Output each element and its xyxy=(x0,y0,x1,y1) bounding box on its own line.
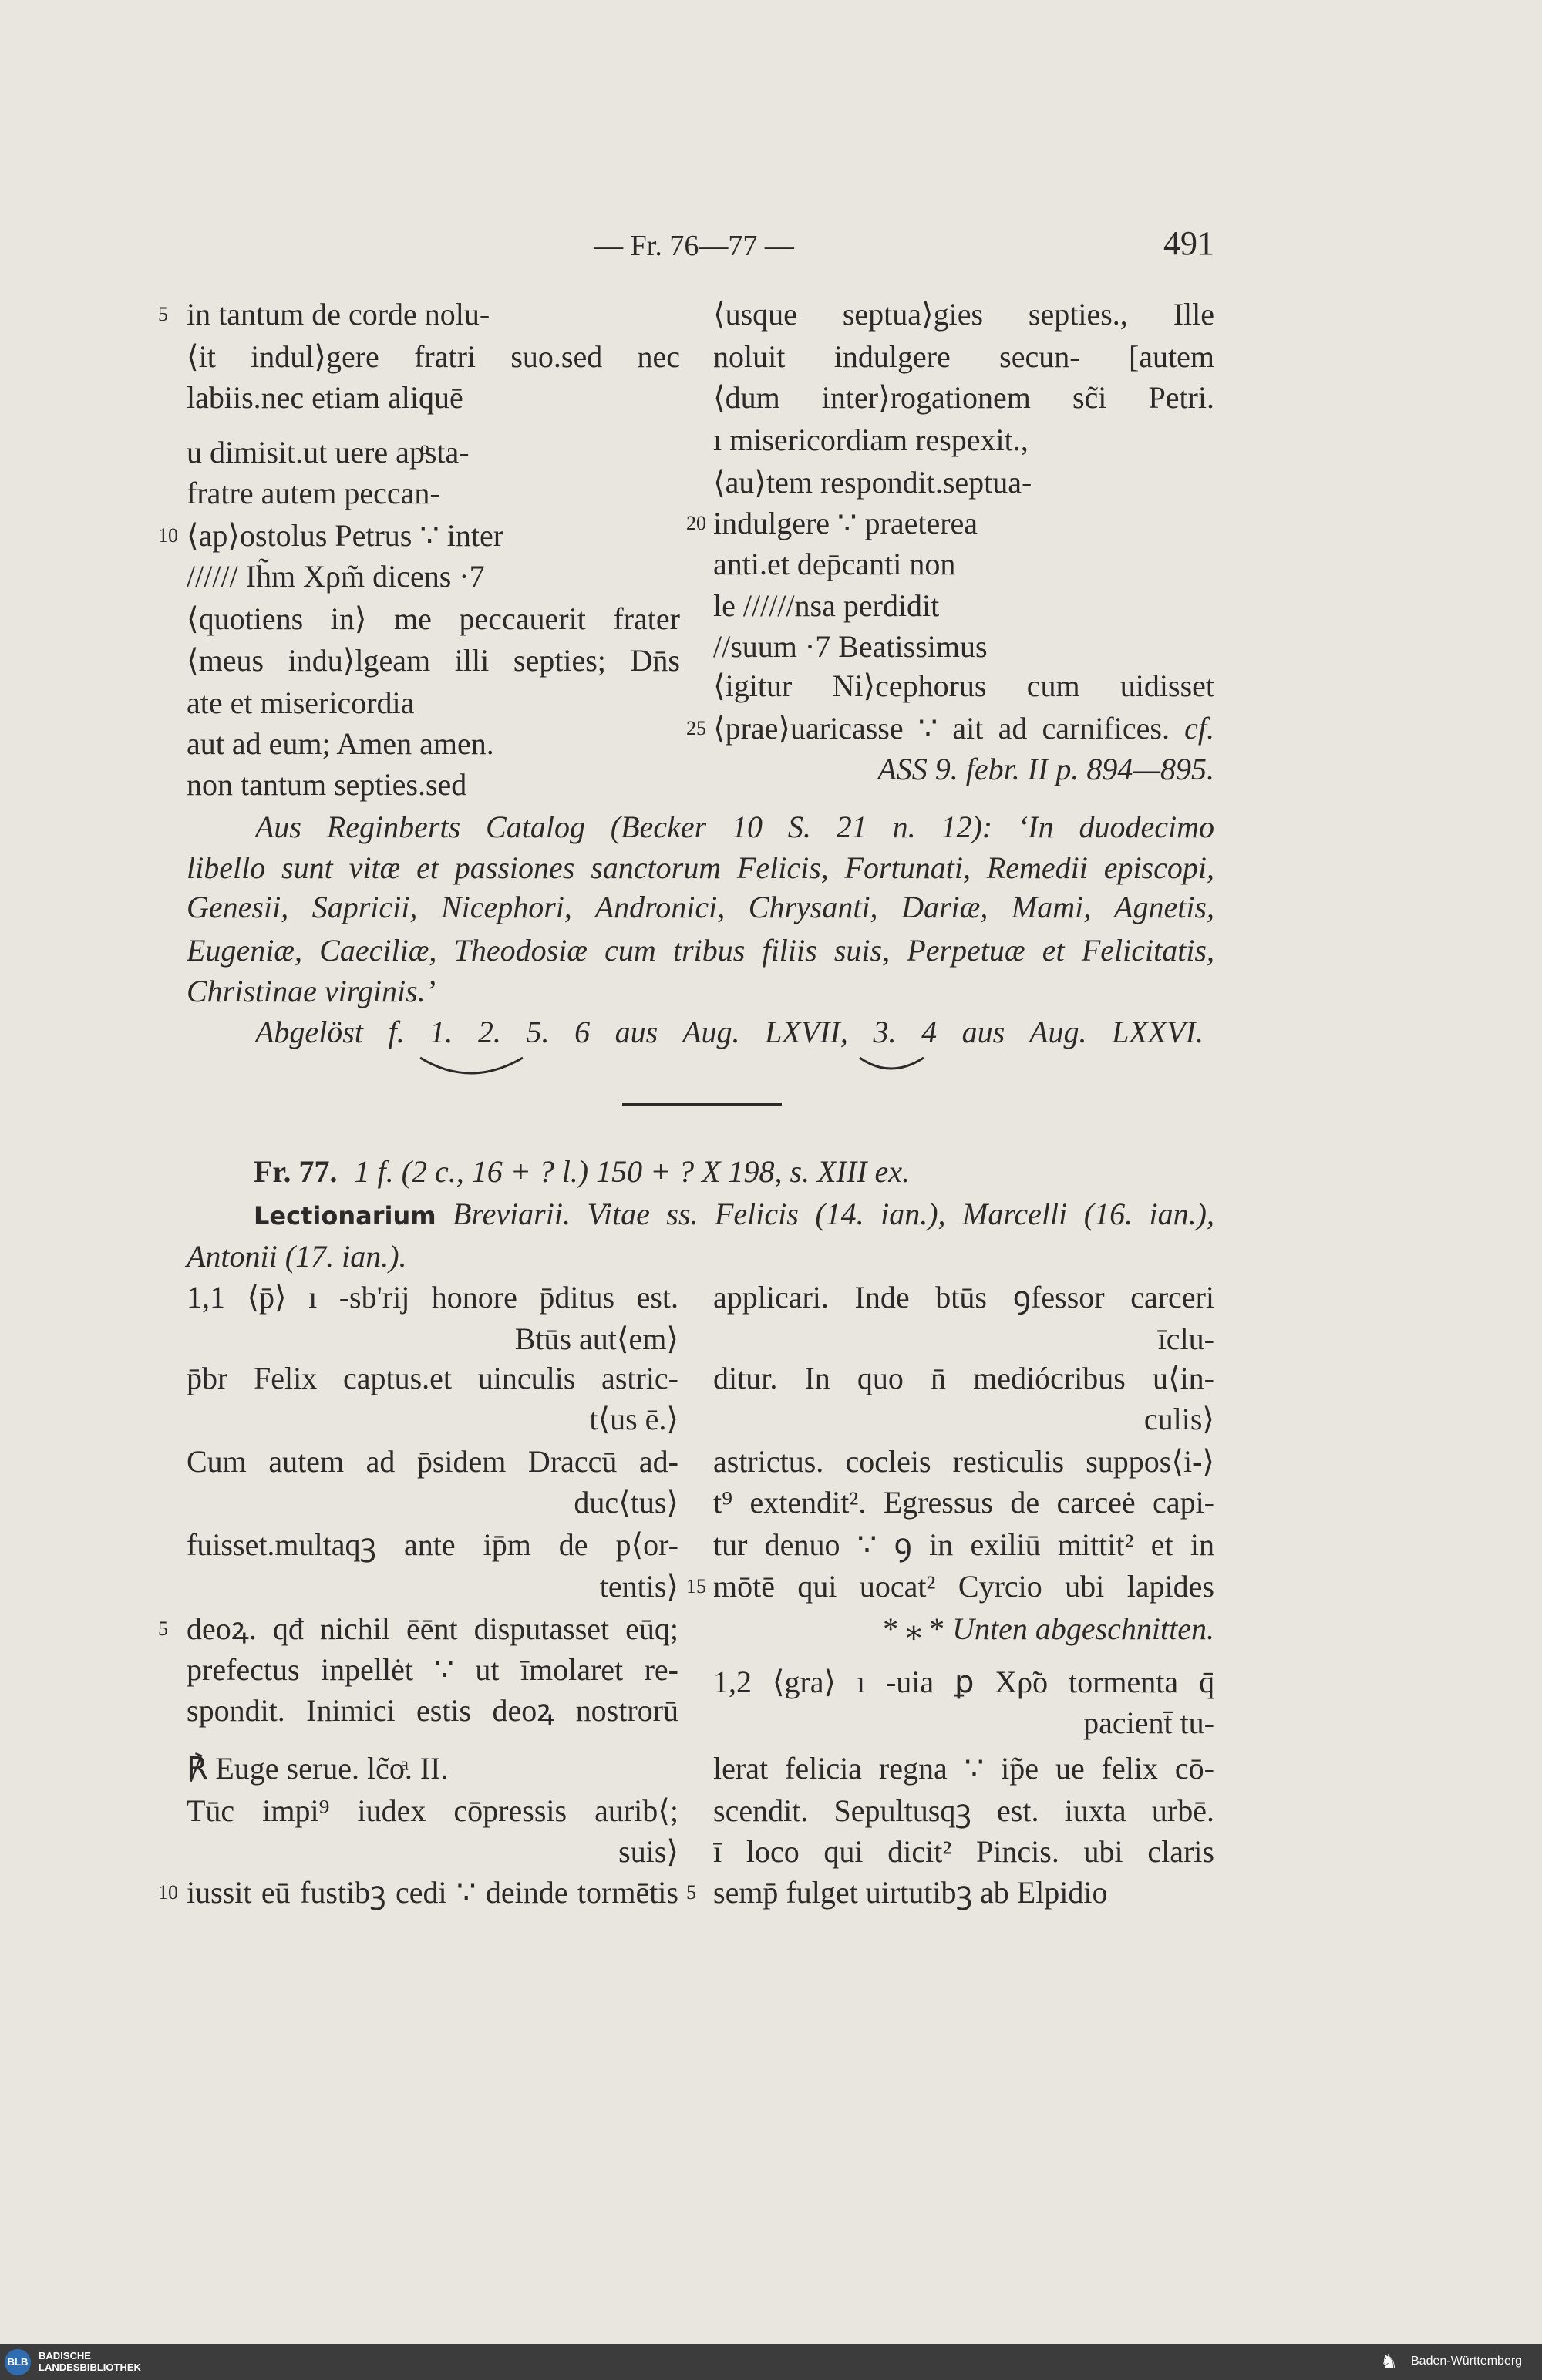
text-line xyxy=(187,1484,678,1521)
text-line xyxy=(187,1833,678,1870)
line-text: ////// Ih̃m Xρm̃ dicens ·7 xyxy=(187,559,485,594)
line-text: ⟨prae⟩uaricasse ∵ ait ad carnifices. xyxy=(713,711,1185,746)
text-line xyxy=(187,1401,678,1438)
text-line xyxy=(187,1874,678,1911)
line-text: duc⟨tus⟩ xyxy=(574,1485,678,1520)
text-line xyxy=(713,1527,1214,1564)
line-text: ⟨au⟩tem respondit.septua- xyxy=(713,465,1032,500)
line-number: 5 xyxy=(686,1881,696,1904)
line-text: fratre autem peccan- xyxy=(187,475,440,510)
line-number: 5 xyxy=(158,1617,168,1640)
note-line: Eugeniæ, Caeciliæ, Theodosiæ cum tribus filiis suis, Perpetuæ et Felicitatis, xyxy=(187,932,1214,968)
line-text: le //////nsa perdidit xyxy=(713,587,940,623)
line-text: astrictus. cocleis resticulis suppos⟨i-⟩ xyxy=(713,1444,1214,1480)
text-line xyxy=(187,1651,678,1688)
line-text: indulgere ∵ praeterea xyxy=(713,506,978,541)
line-text: mōtē qui uocat² Cyrcio ubi lapides xyxy=(713,1568,1214,1604)
line-text: noluit indulgere secun- [autem xyxy=(713,338,1214,374)
note-line: libello sunt vitæ et passiones sanctorum Felicis, Fortunati, Remedii episcopi, xyxy=(187,850,1214,886)
line-text: culis⟩ xyxy=(1143,1402,1214,1436)
line-text: p̄br Felix captus.et uinculis astric- xyxy=(187,1360,678,1395)
line-text: lerat felicia regna ∵ ip̃e ue felix cō- xyxy=(713,1750,1214,1786)
page-number: 491 xyxy=(1163,224,1214,262)
line-text: aut ad eum; Amen amen. xyxy=(187,725,494,761)
line-text: t⟨us ē.⟩ xyxy=(589,1402,678,1436)
text-line xyxy=(187,1279,678,1316)
line-text: ⟨igitur Ni⟩cephorus cum uidisset xyxy=(713,668,1214,703)
line-text: spondit. Inimici estis deoꝝ nostrorū xyxy=(187,1693,678,1729)
footer-bar xyxy=(0,2344,1542,2380)
line-text: 1,2 ⟨gra⟩ ı -uia ꝑ Xρ̃o tormenta q̄ xyxy=(713,1664,1214,1699)
line-text: labiis.nec etiam aliquē xyxy=(187,379,463,415)
line-text: pacient̄ tu- xyxy=(1083,1705,1214,1740)
text-line xyxy=(713,1874,1214,1911)
text-line xyxy=(713,1833,1214,1870)
note-line: Christinae virginis.’ xyxy=(187,973,436,1008)
text-line xyxy=(713,1664,1214,1701)
line-text: ⟨quotiens in⟩ me peccauerit frater xyxy=(187,601,680,637)
line-text: prefectus inpellėt ∵ ut īmolaret re- xyxy=(187,1651,678,1687)
library-name xyxy=(39,2350,141,2373)
line-text: ⟨ap⟩ostolus Petrus ∵ inter xyxy=(187,518,504,554)
line-text: ī loco qui dicit² Pincis. ubi claris xyxy=(713,1834,1214,1870)
line-italic: ASS 9. febr. II p. 894—895. xyxy=(877,752,1214,787)
blb-logo[interactable]: BLB xyxy=(5,2349,31,2375)
text-line xyxy=(187,1692,678,1729)
line-number: 25 xyxy=(686,717,706,740)
text-line xyxy=(713,1793,1214,1830)
library-name-line2: LANDESBIBLIOTHEK xyxy=(39,2361,141,2373)
section-divider xyxy=(622,1103,782,1106)
line-italic: Unten abgeschnitten. xyxy=(952,1611,1214,1646)
text-line xyxy=(187,1321,678,1358)
line-text: ⟨meus indu⟩lgeam illi septies; Dn̄s xyxy=(187,642,680,678)
line-text: applicari. Inde btūs ꝯfessor carceri xyxy=(713,1280,1214,1315)
line-number: 20 xyxy=(686,512,706,535)
note-line: Aus Reginberts Catalog (Becker 10 S. 21 n. 12): ‘In duodecimo xyxy=(255,810,1214,845)
text-line xyxy=(187,1793,678,1830)
line-text: ℟ Euge serue. lc̃oͣ. II. xyxy=(187,1750,449,1786)
text-line xyxy=(187,1568,678,1605)
text-line xyxy=(713,1360,1214,1397)
line-text: ı misericordiam respexit., xyxy=(713,422,1029,457)
text-line xyxy=(713,1750,1214,1787)
line-text: ditur. In quo n̄ mediócribus u⟨in- xyxy=(713,1360,1214,1395)
line-text: //suum ·7 Beatissimus xyxy=(713,628,988,664)
line-text: ⟨it indul⟩gere fratri suo.sed nec xyxy=(187,338,680,374)
line-text: Btūs aut⟨em⟩ xyxy=(514,1321,678,1356)
line-number: 10 xyxy=(158,524,178,547)
ligature-arcs xyxy=(0,0,1542,1156)
line-text: 1,1 ⟨p̄⟩ ı -sb'rij honore p̄ditus est. xyxy=(187,1280,678,1315)
text-line xyxy=(713,1443,1214,1480)
line-text: ⟨dum inter⟩rogationem sc̃i Petri. xyxy=(713,379,1214,415)
line-text: in tantum de corde nolu- xyxy=(187,296,490,332)
text-line xyxy=(713,1484,1214,1521)
line-text: iussit eū fustibꝫ cedi ∵ deinde tormētis xyxy=(187,1875,678,1910)
text-line xyxy=(713,1705,1214,1742)
text-line xyxy=(187,1750,678,1787)
text-line xyxy=(713,1321,1214,1358)
text-line xyxy=(187,1611,678,1648)
line-text: īclu- xyxy=(1157,1321,1214,1356)
line-number: 5 xyxy=(158,302,168,325)
state-name[interactable]: Baden-Württemberg xyxy=(1411,2355,1523,2368)
arc-3-4 xyxy=(860,1058,924,1069)
line-text: non tantum septies.sed xyxy=(187,766,467,802)
abgeloest-line: Abgelöst f. 1. 2. 5. 6 aus Aug. LXVII, 3. 4 aus Aug. LXXVI. xyxy=(255,1014,1204,1049)
line-text: suis⟩ xyxy=(618,1834,678,1870)
line-text: semp̄ fulget uirtutibꝫ ab Elpidio xyxy=(713,1875,1108,1910)
arc-2-5 xyxy=(420,1058,523,1073)
library-name-line1: BADISCHE xyxy=(39,2350,91,2361)
line-text: u dimisit.ut uere apͦsta- xyxy=(187,434,470,470)
line-text: scendit. Sepultusqꝫ est. iuxta urbē. xyxy=(713,1793,1214,1829)
line-text: Tūc impi⁹ iudex cōpressis aurib⟨; xyxy=(187,1793,678,1829)
line-italic: cf. xyxy=(1184,711,1214,746)
line-text: ⟨usque septua⟩gies septies., Ille xyxy=(713,296,1214,332)
subtitle-desc: Breviarii. Vitae ss. Felicis (14. ian.), Marcelli (16. ian.), xyxy=(453,1197,1214,1232)
line-number: 15 xyxy=(686,1574,706,1597)
line-text: ate et misericordia xyxy=(187,685,415,720)
text-line xyxy=(713,1401,1214,1438)
text-line xyxy=(187,1360,678,1397)
fr77-subtitle xyxy=(254,1196,1214,1233)
fr77-label: Fr. 77. xyxy=(254,1154,338,1190)
text-line xyxy=(713,1279,1214,1316)
text-line xyxy=(713,1568,1214,1605)
note-line: Genesii, Sapricii, Nicephori, Andronici, Chrysanti, Dariæ, Mami, Agnetis, xyxy=(187,890,1214,925)
line-text: deoꝝ. qđ nichil ēēnt disputasset eūq; xyxy=(187,1611,678,1646)
subtitle-cont: Antonii (17. ian.). xyxy=(187,1239,407,1274)
text-line xyxy=(187,1527,678,1564)
running-title: — Fr. 76—77 — xyxy=(594,230,794,262)
text-line xyxy=(713,1611,1214,1648)
line-text: tur denuo ∵ ꝯ in exiliū mittit² et in xyxy=(713,1527,1214,1563)
text-line xyxy=(187,1443,678,1480)
fr77-description: 1 f. (2 c., 16 + ? l.) 150 + ? X 198, s. XIII ex. xyxy=(354,1154,911,1190)
line-text: * ⁎ * xyxy=(883,1611,953,1646)
subtitle-label: Lectionarium xyxy=(254,1201,436,1231)
line-text: anti.et dep̄canti non xyxy=(713,547,956,582)
line-number: 10 xyxy=(158,1881,178,1904)
line-text: Cum autem ad p̄sidem Draccū ad- xyxy=(187,1444,678,1480)
line-text: t⁹ extendit². Egressus de carceė capi- xyxy=(713,1485,1214,1520)
lion-crest-icon: ♞ xyxy=(1380,2350,1399,2373)
line-text: tentis⟩ xyxy=(599,1568,678,1604)
line-text: fuisset.multaqꝫ ante ip̄m de p⟨or- xyxy=(187,1527,678,1563)
fr77-heading xyxy=(254,1153,910,1190)
